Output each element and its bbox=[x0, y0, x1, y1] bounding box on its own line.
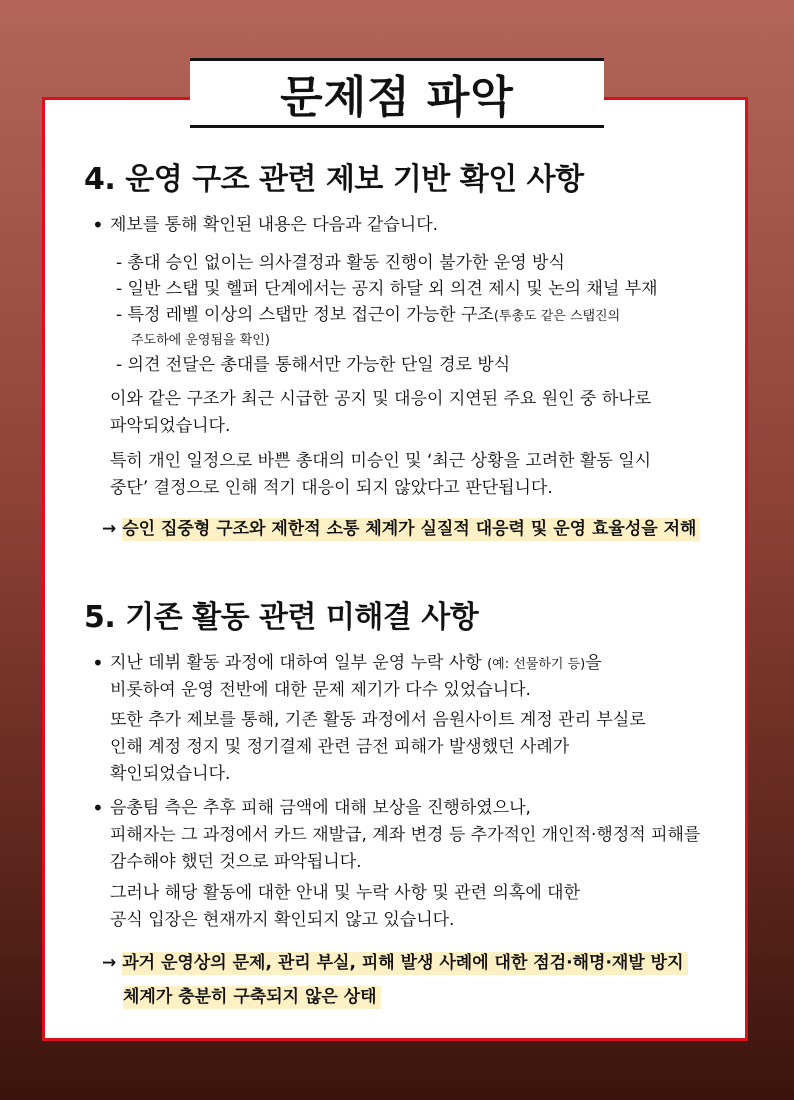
paragraph bbox=[110, 448, 651, 502]
paragraph-line: 이와 같은 구조가 최근 시급한 공지 및 대응이 지연된 주요 원인 중 하나로 bbox=[110, 389, 652, 409]
list-item-note-continued: 주도하에 운영됨을 확인) bbox=[131, 333, 270, 348]
bullet-text: 지난 데뷔 활동 과정에 대하여 일부 운영 누락 사항 bbox=[110, 653, 482, 673]
conclusion-text: 승인 집중형 구조와 제한적 소통 체계가 실질적 대응력 및 운영 효율성을 저해 bbox=[122, 518, 700, 541]
paragraph-line: 특히 개인 일정으로 바쁜 총대의 미승인 및 ‘최근 상황을 고려한 활동 일시 bbox=[110, 451, 652, 471]
bullet-continued bbox=[110, 822, 700, 876]
section-4-conclusion bbox=[102, 514, 700, 544]
list-item: - 일반 스탭 및 헬퍼 단계에서는 공지 하달 외 의견 제시 및 논의 채널 부재 bbox=[116, 279, 658, 299]
list-item: - 총대 승인 없이는 의사결정과 활동 진행이 불가한 운영 방식 bbox=[116, 253, 565, 273]
bullet-icon: • bbox=[92, 796, 104, 820]
paragraph-line: 감수해야 했던 것으로 파악됩니다. bbox=[110, 852, 362, 872]
section-5-conclusion bbox=[102, 948, 688, 978]
list-item bbox=[116, 302, 620, 330]
bullet-text-end: 을 bbox=[585, 653, 602, 673]
paragraph bbox=[110, 386, 651, 440]
bullet-text: 음총팀 측은 추후 피해 금액에 대해 보상을 진행하였으나, bbox=[110, 798, 531, 818]
list-item: - 의견 전달은 총대를 통해서만 가능한 단일 경로 방식 bbox=[116, 355, 511, 375]
section-4-bullet bbox=[92, 212, 438, 239]
conclusion-text: 과거 운영상의 문제, 관리 부실, 피해 발생 사례에 대한 점검·해명·재발 방지 bbox=[122, 952, 687, 975]
bullet-text: 제보를 통해 확인된 내용은 다음과 같습니다. bbox=[110, 215, 439, 235]
paragraph-line: 그러나 해당 활동에 대한 안내 및 누락 사항 및 관련 의혹에 대한 bbox=[110, 883, 580, 903]
paragraph-line: 또한 추가 제보를 통해, 기존 활동 과정에서 음원사이트 계정 관리 부실로 bbox=[110, 710, 646, 730]
paragraph bbox=[110, 707, 646, 788]
page-title: 문제점 파악 bbox=[280, 72, 514, 123]
section-5-heading: 5. 기존 활동 관련 미해결 사항 bbox=[84, 600, 479, 635]
conclusion-text: 체계가 충분히 구축되지 않은 상태 bbox=[123, 986, 381, 1009]
paragraph-line: 인해 계정 정지 및 정기결제 관련 금전 피해가 발생했던 사례가 bbox=[110, 737, 570, 757]
paragraph-line: 공식 입장은 현재까지 확인되지 않고 있습니다. bbox=[110, 910, 455, 930]
section-5-bullet-1 bbox=[92, 650, 602, 678]
paragraph-line: 피해자는 그 과정에서 카드 재발급, 계좌 변경 등 추가적인 개인적·행정적 피해를 bbox=[110, 825, 701, 845]
section-5-bullet-2 bbox=[92, 795, 531, 822]
paragraph-line: 확인되었습니다. bbox=[110, 764, 231, 784]
bullet-icon: • bbox=[92, 651, 104, 675]
paragraph bbox=[110, 880, 580, 934]
arrow-icon: → bbox=[102, 953, 117, 973]
list-item-text: - 특정 레벨 이상의 스탭만 정보 접근이 가능한 구조 bbox=[116, 305, 494, 325]
list-item-note: (투총도 같은 스탭진의 bbox=[493, 309, 621, 324]
section-5-conclusion-line-2 bbox=[123, 982, 381, 1012]
bullet-note: (예: 선물하기 등) bbox=[487, 657, 586, 672]
section-4-heading: 4. 운영 구조 관련 제보 기반 확인 사항 bbox=[84, 162, 584, 197]
paragraph-line: 중단’ 결정으로 인해 적기 대응이 되지 않았다고 판단됩니다. bbox=[110, 478, 553, 498]
arrow-icon: → bbox=[102, 519, 117, 539]
paragraph-line: 파악되었습니다. bbox=[110, 416, 231, 436]
bullet-icon: • bbox=[92, 213, 104, 237]
bullet-continued: 비롯하여 운영 전반에 대한 문제 제기가 다수 있었습니다. bbox=[110, 680, 531, 700]
title-banner bbox=[190, 58, 604, 128]
